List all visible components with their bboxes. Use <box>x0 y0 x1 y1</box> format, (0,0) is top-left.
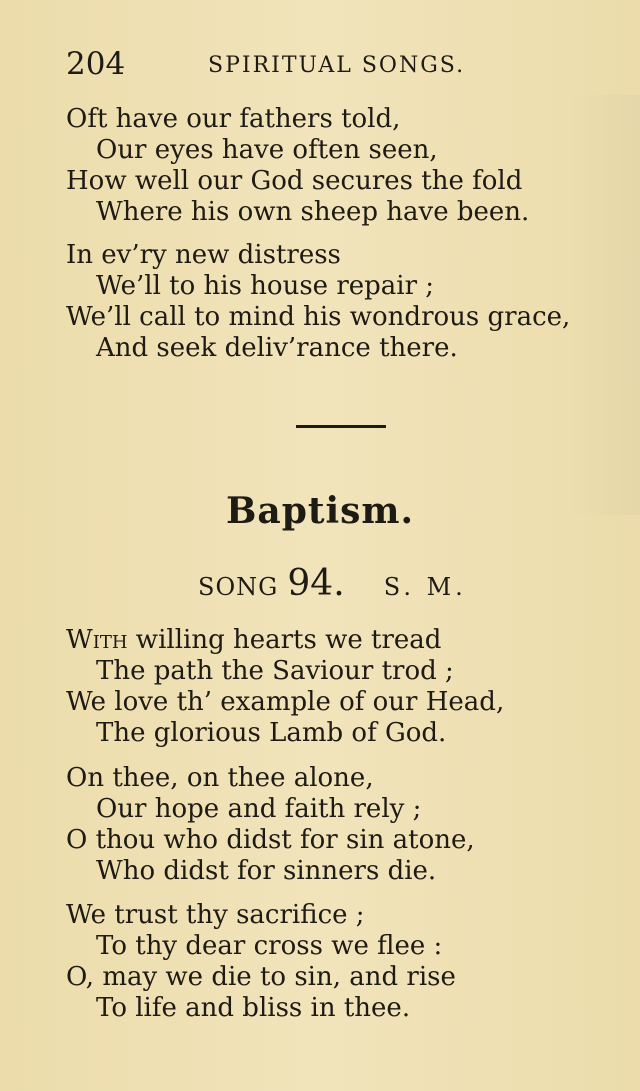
verse-line: How well our God secures the fold <box>66 166 523 196</box>
section-title: Baptism. <box>225 490 415 532</box>
verse-line-rest: willing hearts we tread <box>127 625 442 655</box>
song-stanza-1 <box>66 625 504 749</box>
verse-line: We love th’ example of our Head, <box>66 687 505 717</box>
verse-line: O thou who didst for sin atone, <box>66 825 475 855</box>
stanza-1 <box>66 104 529 228</box>
verse-line: On thee, on thee alone, <box>66 763 374 793</box>
verse-line: O, may we die to sin, and rise <box>66 962 456 992</box>
song-number: 94. <box>287 563 345 604</box>
verse-line: We trust thy sacrifice ; <box>66 900 365 930</box>
verse-line: To thy dear cross we flee : <box>96 931 443 961</box>
running-title: SPIRITUAL SONGS. <box>208 53 466 78</box>
verse-line: We’ll call to mind his wondrous grace, <box>66 302 571 332</box>
verse-line: To life and bliss in thee. <box>96 993 411 1023</box>
verse-line: Our eyes have often seen, <box>96 135 438 165</box>
section-divider <box>296 425 386 428</box>
song-label: SONG <box>198 573 279 601</box>
page-header <box>66 44 586 84</box>
verse-line: Our hope and faith rely ; <box>96 794 422 824</box>
song-stanza-2 <box>66 763 475 887</box>
page-bleed-through <box>570 95 640 515</box>
verse-line: And seek deliv’rance there. <box>96 333 458 363</box>
verse-line: Oft have our fathers told, <box>66 104 401 134</box>
verse-line: The glorious Lamb of God. <box>96 718 447 748</box>
verse-line: In ev’ry new distress <box>66 240 341 270</box>
song-meter: S. M. <box>383 573 467 601</box>
song-header <box>198 563 467 607</box>
verse-line: We’ll to his house repair ; <box>96 271 435 301</box>
verse-line <box>66 625 504 656</box>
first-word: With <box>66 625 128 655</box>
song-stanza-3 <box>66 900 456 1024</box>
page-number: 204 <box>66 46 126 82</box>
verse-line: Where his own sheep have been. <box>96 197 530 227</box>
verse-line: Who didst for sinners die. <box>96 856 437 886</box>
verse-line: The path the Saviour trod ; <box>96 656 454 686</box>
stanza-2 <box>66 240 570 364</box>
